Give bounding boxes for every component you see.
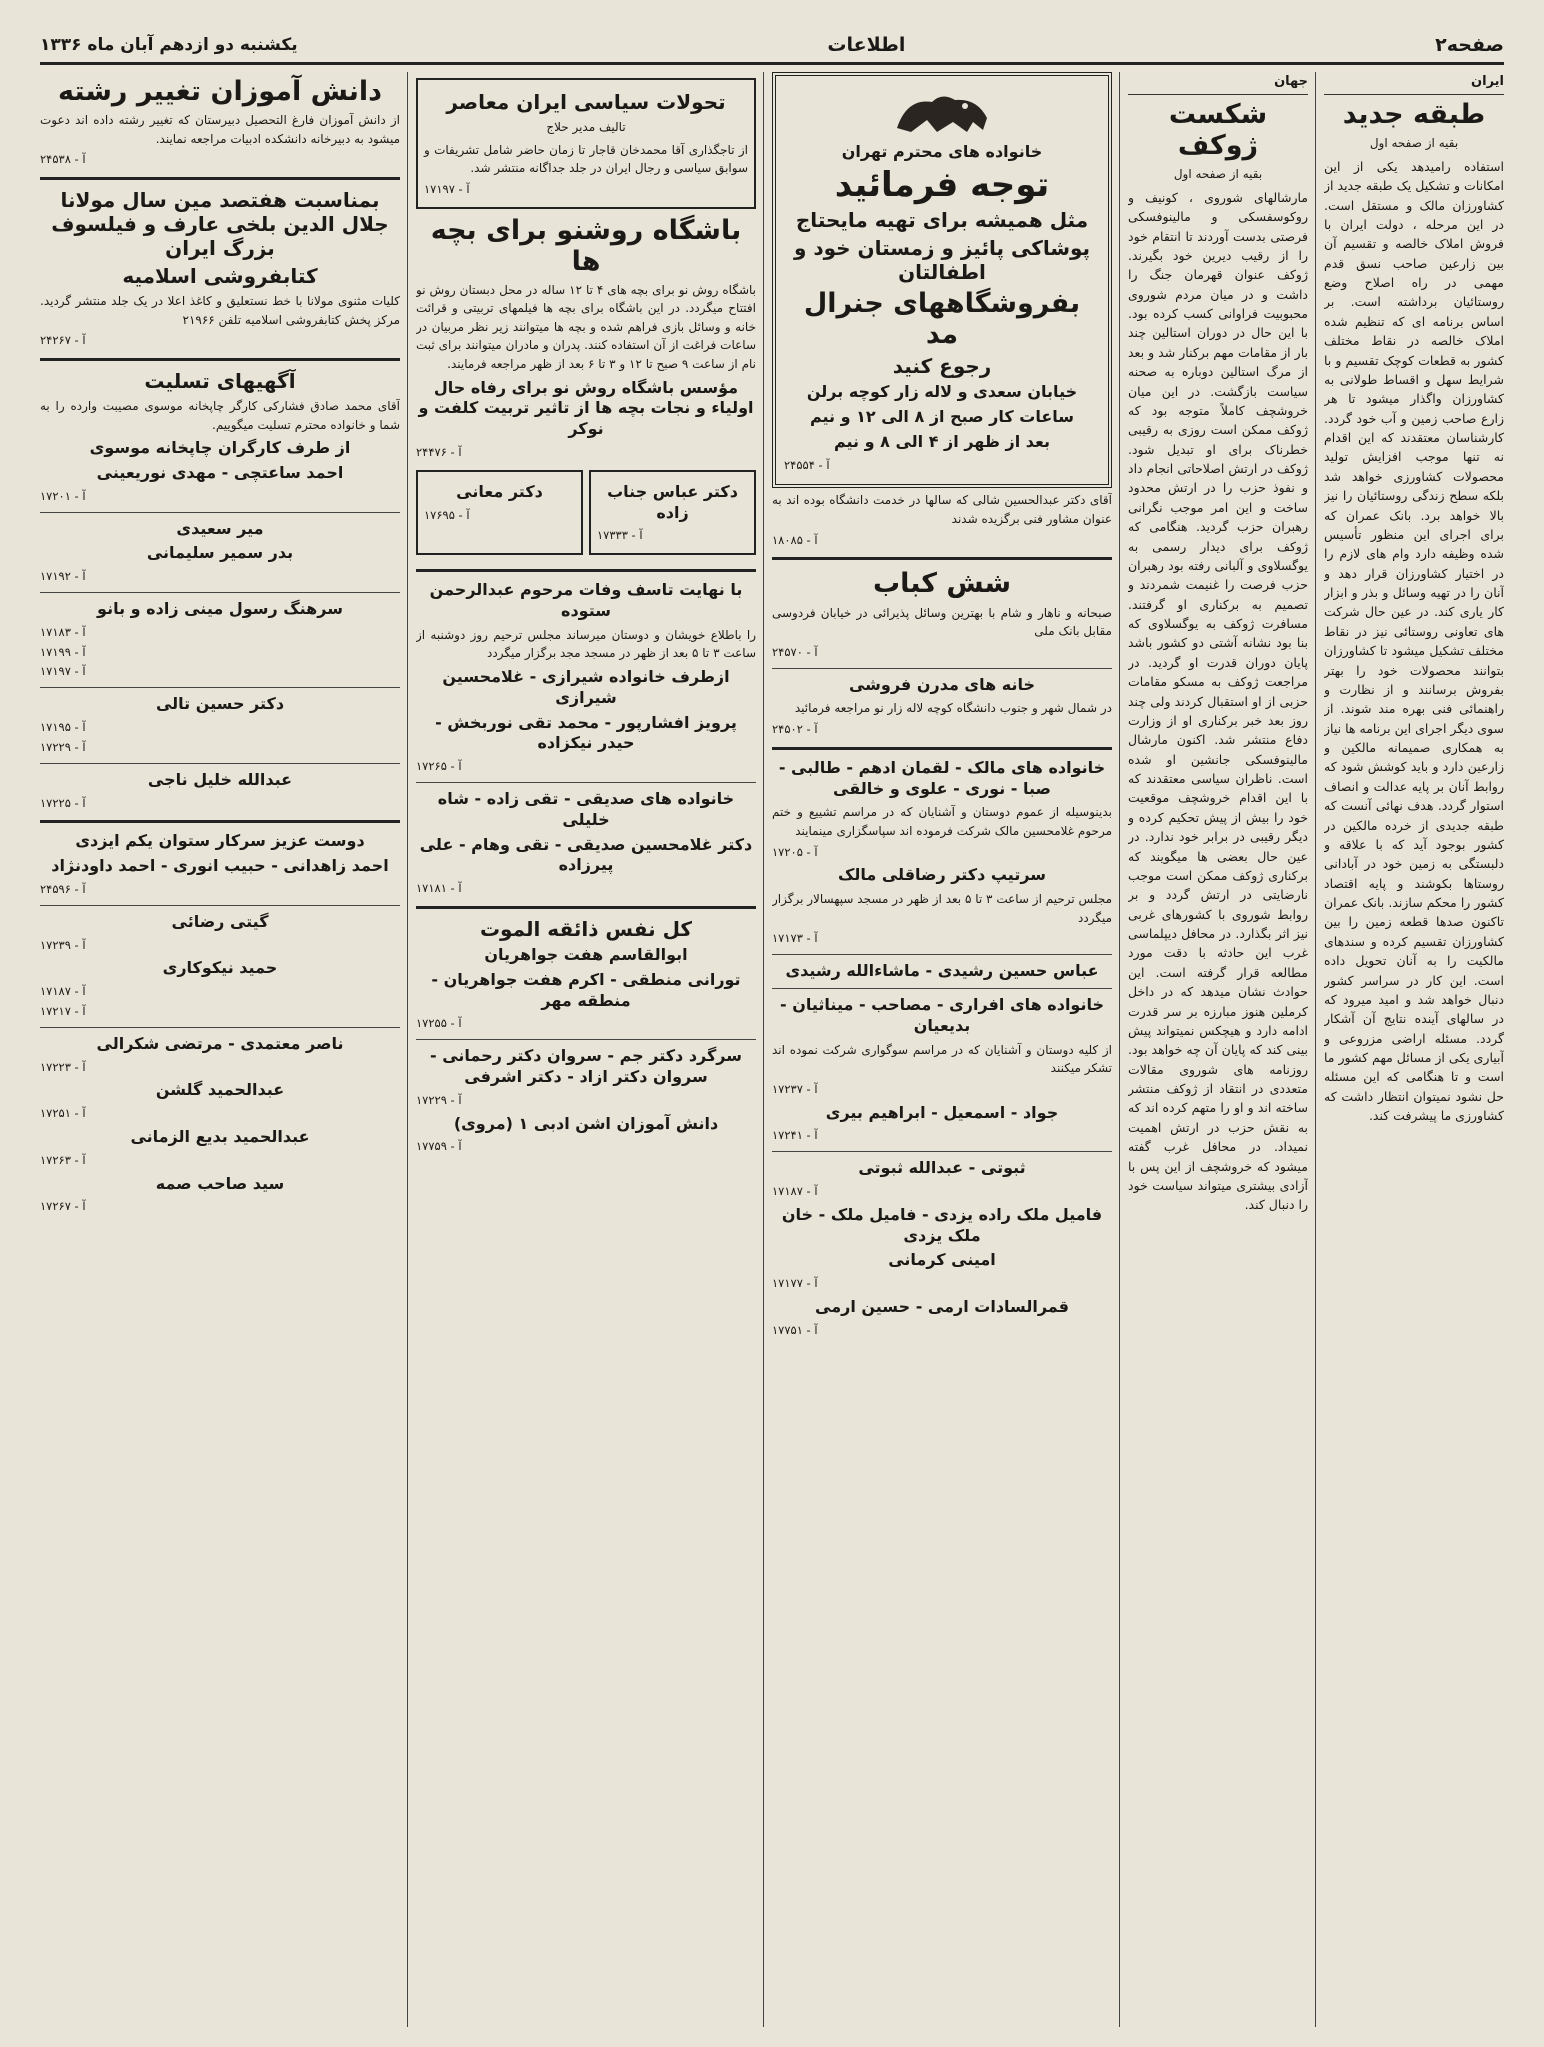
notice-title: خانواده های مالک - لقمان ادهم - طالبی - صبا - نوری - علوی و خالقی	[778, 757, 1106, 798]
divider	[416, 782, 756, 783]
page-number: صفحه۲	[1435, 34, 1504, 56]
issue-date: یکشنبه دو ازدهم آبان ماه ۱۳۳۶	[40, 35, 298, 55]
ad-code: آ - ۱۷۲۵۱	[40, 1106, 86, 1121]
notice-title: فامیل ملک راده یزدی - فامیل ملک - خان ملک یزدی	[781, 1204, 1103, 1245]
ad-code: آ - ۱۷۲۲۹	[416, 1092, 462, 1107]
general-mode-advertisement	[772, 72, 1112, 488]
doctor-ad	[589, 470, 756, 555]
ad-code: آ - ۲۴۵۵۴	[784, 457, 830, 472]
notice-title: سرگرد دکتر جم - سروان دکتر رحمانی - سروان دکتر ازاد - دکتر اشرفی	[430, 1046, 742, 1087]
notice-title: دوست عزیز سرکار ستوان یکم ایزدی	[75, 831, 365, 851]
ad-code: آ - ۱۷۱۹۵	[40, 720, 86, 735]
ad-code: آ - ۲۴۴۷۶	[416, 445, 462, 460]
ad-code: آ - ۱۷۲۲۵	[40, 795, 86, 810]
ad-code: آ - ۱۷۱۹۹	[40, 644, 86, 659]
notice-text: از دانش آموزان فارغ التحصیل دبیرستان که تغییر رشته داده اند دعوت میشود به دبیرخانه دانشکده ادبیات مراجعه نمایند.	[40, 113, 400, 146]
lion-logo-icon	[887, 88, 997, 138]
column-rule	[763, 72, 764, 2027]
notice-text: صبحانه و ناهار و شام با بهترین وسائل پذیرائی در خیابان فردوسی مقابل بانک ملی	[772, 605, 1112, 639]
notice-text: از تاجگذاری آقا محمدخان قاجار تا زمان حاضر شامل تشریفات و سوابق سیاسی و رجال ایران در جلد جداگانه منتشر شد.	[424, 142, 748, 176]
ad-code: آ - ۱۷۳۳۳	[597, 528, 643, 543]
paper-name: اطلاعات	[827, 34, 906, 56]
ad-headline: توجه فرمائید	[834, 164, 1050, 205]
notice-text: از کلیه دوستان و آشنایان که در مراسم سوگواری شرکت نموده اند تشکر میکنند	[772, 1042, 1112, 1076]
notice-title: سرتیپ دکتر رضاقلی مالک	[837, 865, 1047, 885]
ad-code: آ - ۱۷۲۰۱	[40, 488, 86, 503]
notice-text: کلیات مثنوی مولانا با خط نستعلیق و کاغذ اعلا در یک جلد منتشر گردید. مرکز پخش کتابفروشی اسلامیه تلفن ۲۱۹۶۶	[40, 294, 400, 327]
notice-title: دانش آموزان تغییر رشته	[57, 76, 383, 107]
notice-title: احمد ساعتچی - مهدی نوریعینی	[96, 463, 344, 483]
divider	[40, 820, 400, 823]
divider	[416, 569, 756, 572]
notice-text: آقای محمد صادق فشارکی کارگر چاپخانه موسوی مصیبت وارده را به شما و خانواده محترم تسلیت میگوییم.	[40, 399, 400, 432]
column-world	[1128, 72, 1308, 2027]
ad-code: آ - ۱۷۱۸۳	[40, 624, 86, 639]
ad-code: آ - ۱۷۲۶۵	[416, 759, 462, 774]
ad-code: آ - ۱۷۱۹۷	[424, 181, 470, 196]
notice-title: سرهنگ رسول مینی زاده و بانو	[97, 599, 343, 619]
section-heading: آگهیهای تسلیت	[144, 369, 296, 394]
notice-title: حمید نیکوکاری	[162, 958, 278, 978]
notice-title: عبدالحمید بدیع الزمانی	[130, 1126, 310, 1146]
notice-title: کل نفس ذائقه الموت	[479, 917, 693, 942]
divider	[40, 687, 400, 688]
doctor-name: دکتر عباس جناب زاده	[607, 481, 738, 522]
notice-text: باشگاه روش نو برای بچه های ۴ تا ۱۲ ساله در محل دبستان روش نو افتتاح میگردد. در این باشگاه برای بچه ها فیلمهای تربیتی و قرائت خانه و وسائل بازی فراهم شده و بچه ها میتوانند زیر نظر مربیان در ساعات فراغت از آن استفاده کنند. پدران و مادران میتوانند برای ثبت نام از ساعت ۹ صبح تا ۱۲ و ۳ تا ۶ بعد از ظهر مراجعه فرمایند.	[416, 282, 756, 372]
ad-store-name: بفروشگاههای جنرال مد	[803, 288, 1081, 351]
doctor-name: دکتر معانی	[456, 481, 543, 501]
notice-title: کتابفروشی اسلامیه	[122, 264, 318, 289]
notice-title: عبدالحمید گلشن	[155, 1080, 285, 1100]
ad-code: آ - ۱۷۱۹۲	[40, 569, 86, 584]
continued-note: بقیه از صفحه اول	[1173, 167, 1263, 182]
ad-code: آ - ۱۷۱۹۷	[40, 664, 86, 679]
article-body: مارشالهای شوروی ، کونیف و روکوسفسکی و مالینوفسکی فرصتی بدست آوردند تا انتقام خود را از رقیب دیرین خود بگیرند. ژوکف عنوان قهرمان جنگ را داشت و در میان مردم شوروی محبوبیت فراوانی کسب کرده بود. با این حال در دوران استالین چند بار از مقامات مهم برکنار شد و بعد از مرگ استالین دوباره به صحنه سیاست بازگشت. در این میان خروشچف کاملاً متوجه بود که ژوکف ممکن است روزی به رقیبی خطرناک برای او تبدیل شود. ژوکف در ارتش اصلاحاتی انجام داد و نفوذ حزب را در ارتش محدود ساخت و این امر موجب نگرانی رهبران حزب گردید. هنگامی که ژوکف برای دیدار رسمی به یوگسلاوی و آلبانی رفته بود رهبران حزب فرصت را غنیمت شمردند و تصمیم به برکناری او گرفتند. مسافرت ژوکف به یوگسلاوی که بنا بود نشانه آشتی دو کشور باشد پایان دوران قدرت او گردید. در مراجعت ژوکف به مسکو مقامات حزبی از او استقبال کردند ولی چند روز بعد خبر برکناری او از وزارت دفاع منتشر شد. اکنون مارشال مالینوفسکی جانشین او شده است. ناظران سیاسی معتقدند که با این اقدام خروشچف موقعیت خود را بیش از پیش تحکیم کرده و دیگر رقیبی در برابر خود ندارد. در عین حال بعضی ها میگویند که برکناری ژوکف ممکن است موجب نارضایتی در ارتش گردد و بر روابط شوروی با کشورهای غربی نیز اثر بگذارد. در محافل دیپلماسی غرب این حادثه با دقت مورد مطالعه قرار گرفته است. این حوادث نشان میدهد که در داخل کرملین هنوز مبارزه بر سر قدرت ادامه دارد و هیچکس نمیتواند پیش بینی کند که پایان آن چه خواهد بود. روزنامه های شوروی مقالات متعددی در انتقاد از ژوکف منتشر ساخته اند و او را متهم کرده اند که به نقش حزب در ارتش اهمیت نمیداد. در محافل غرب گفته میشود که خروشچف از این پس با آزادی بیشتری میتواند سیاست خود را دنبال کند.	[1128, 189, 1308, 1213]
notice-title: دانش آموزان اشن ادبی ۱ (مروی)	[453, 1113, 719, 1133]
ad-code: آ - ۱۷۷۵۹	[416, 1139, 462, 1154]
ad-code: آ - ۱۷۲۱۷	[40, 1003, 86, 1018]
column-ads-center	[772, 72, 1112, 2027]
divider	[772, 557, 1112, 560]
ad-code: آ - ۲۴۵۷۰	[772, 644, 818, 659]
notice-title: از طرف کارگران چاپخانه موسوی	[89, 438, 351, 458]
column-rule	[1315, 72, 1316, 2027]
divider	[40, 1027, 400, 1028]
ad-code: آ - ۱۷۲۶۷	[40, 1199, 86, 1214]
notice-subtitle: تالیف مدیر حلاج	[546, 120, 626, 134]
notice-title: ثبوتی - عبدالله ثبوتی	[858, 1158, 1026, 1178]
divider	[40, 905, 400, 906]
ad-code: آ - ۱۷۱۸۷	[40, 984, 86, 999]
divider	[416, 1039, 756, 1040]
notice-title: قمرالسادات ارمی - حسین ارمی	[815, 1296, 1069, 1316]
divider	[772, 988, 1112, 989]
ad-code: آ - ۱۸۰۸۵	[772, 532, 818, 547]
notice-title: ابوالقاسم هفت جواهریان	[484, 945, 688, 965]
column-rule	[1119, 72, 1120, 2027]
article-title: شکست ژوکف	[1168, 99, 1268, 162]
notice-title: خانواده های صدیقی - تقی زاده - شاه خلیلی	[437, 789, 735, 829]
ad-line: پوشاکی پائیز و زمستان خود و اطفالتان	[793, 236, 1091, 285]
notice-title: بدر سمیر سلیمانی	[146, 543, 294, 563]
notice-title: عباس حسین رشیدی - ماشاءالله رشیدی	[785, 961, 1099, 981]
notice-title: احمد زاهدانی - حبیب انوری - احمد داودنژاد	[51, 856, 389, 876]
ad-code: آ - ۲۴۵۹۶	[40, 881, 86, 896]
ad-line: خانواده های محترم تهران	[841, 142, 1043, 161]
notice-title: خانه های مدرن فروشی	[848, 674, 1036, 694]
ad-code: آ - ۱۷۲۴۱	[772, 1128, 818, 1143]
article-title: طبقه جدید	[1342, 99, 1486, 131]
divider	[40, 512, 400, 513]
column-notices-left	[416, 72, 756, 2027]
ad-code: آ - ۱۷۲۲۹	[40, 739, 86, 754]
notice-text: مجلس ترحیم از ساعت ۳ تا ۵ بعد از ظهر در مسجد سپهسالار برگزار میگردد	[772, 892, 1112, 925]
notice-title: عبدالله خلیل ناجی	[147, 769, 293, 789]
divider	[40, 592, 400, 593]
ad-code: آ - ۱۷۲۵۵	[416, 1016, 462, 1031]
divider	[772, 954, 1112, 955]
doctor-ads	[416, 464, 756, 561]
notice-title: ناصر معتمدی - مرتضی شکرالی	[96, 1033, 344, 1053]
ad-code: آ - ۱۷۲۰۵	[772, 844, 818, 859]
ad-code: آ - ۱۷۱۸۱	[416, 881, 462, 896]
ad-code: آ - ۲۴۲۶۷	[40, 333, 86, 348]
ad-code: آ - ۲۴۵۰۲	[772, 721, 818, 736]
notice-title: ازطرف خانواده شیرازی - غلامحسین شیرازی	[442, 667, 730, 707]
continued-note: بقیه از صفحه اول	[1369, 136, 1459, 151]
ad-code: آ - ۱۷۲۳۹	[40, 937, 86, 952]
ad-code: آ - ۲۴۵۳۸	[40, 152, 86, 167]
notice-title: باشگاه روشنو برای بچه ها	[430, 214, 742, 277]
notice-title: دکتر حسین تالی	[155, 694, 285, 714]
section-label: ایران	[1324, 72, 1504, 95]
notice-title: امینی کرمانی	[888, 1250, 996, 1270]
ad-code: آ - ۱۷۶۹۵	[424, 507, 470, 522]
notice-text: آقای دکتر عبدالحسین شالی که سالها در خدمت دانشگاه بوده اند به عنوان مشاور فنی برگزیده شدند	[772, 493, 1112, 527]
ad-code: آ - ۱۷۱۷۳	[772, 931, 818, 946]
column-iran	[1324, 72, 1504, 2027]
article-body: استفاده رامیدهد یکی از این امکانات و تشکیل یک طبقه جدید از کشاورزان مالک و مستقل است. در این مرحله ، دولت ایران با فروش املاک خالصه و تقسیم آن بین زارعین صاحب نسق قدم مهمی در راه اصلاح وضع روستائیان برداشته است. بر اساس برنامه ای که تنظیم شده املاک خالصه در نقاط مختلف کشور به قطعات کوچک تقسیم و با شرایط سهل و اقساط طولانی به کشاورزان واگذار میشود تا هر زارع صاحب زمین و آب خود گردد. کارشناسان معتقدند که این اقدام نه تنها موجب افزایش تولید محصولات کشاورزی خواهد شد بلکه سطح زندگی روستائیان را نیز بالا خواهد برد. بانک عمران که برای اجرای این منظور تأسیس شده وظیفه دارد وام های لازم را در اختیار کشاورزان قرار دهد و آنان را در تهیه وسائل و بذر و ابزار کار یاری کند. در عین حال شرکت های تعاونی روستائی نیز در نقاط مختلف تشکیل میشود تا کشاورزان بتوانند محصولات خود را بهتر بفروش برسانند و از نظارت و راهنمائی فنی بهره مند شوند. از سوی دیگر اجرای این برنامه ها نیاز به همکاری صمیمانه مالکین و زارعین دارد و باید کوشش شود که روابط آنان بر پایه عدالت و انصاف استوار گردد. هدف نهائی آنست که طبقه جدیدی از خرده مالکین در کشور بوجود آید که با علاقه و دلبستگی به زمین خود در آبادانی روستاها بکوشند و پایه اقتصاد کشور را محکم سازند. بانک عمران تاکنون صدها قطعه زمین را بین کشاورزان تقسیم کرده و سندهای مالکیت را به آنان تحویل داده است. این کار در سراسر کشور دنبال خواهد شد و امید میرود که در سالهای آینده نتایج آن آشکار گردد. مسئله اراضی مزروعی و آبیاری یکی از مسائل مهم کشور ما است و تا هنگامی که این مسئله حل نشود نمیتوان انتظار داشت که کشاورزی ما پیشرفت کند.	[1324, 158, 1504, 1124]
divider	[40, 763, 400, 764]
ad-line: مثل همیشه برای تهیه مایحتاج	[795, 208, 1089, 233]
notice-title: تورانی منطقی - اکرم هفت جواهریان - منطقه مهر	[431, 969, 741, 1010]
notice-title: خانواده های افراری - مصاحب - میناثیان - بدیعیان	[780, 994, 1104, 1035]
notice-title: شش کباب	[872, 568, 1012, 600]
ad-code: آ - ۱۷۱۷۷	[772, 1276, 818, 1291]
divider	[772, 747, 1112, 750]
notice-title: پرویز افشارپور - محمد تقی نوربخش - حیدر نیکزاده	[435, 712, 737, 753]
ad-hours: ساعات کار صبح از ۸ الی ۱۲ و نیم	[809, 407, 1075, 427]
divider	[40, 177, 400, 180]
masthead	[40, 28, 1504, 65]
notice-title: با نهایت تاسف وفات مرحوم عبدالرحمن ستوده	[429, 580, 743, 621]
notice-title: گیتی رضائی	[171, 911, 269, 931]
ad-hours: بعد از ظهر از ۴ الی ۸ و نیم	[833, 431, 1051, 451]
notice-title: میر سعیدی	[176, 518, 264, 538]
column-rule	[407, 72, 408, 2027]
section-label: جهان	[1128, 72, 1308, 95]
ad-code: آ - ۱۷۱۸۷	[772, 1183, 818, 1198]
notice-text: را باطلاع خویشان و دوستان میرساند مجلس ترحیم روز دوشنبه از ساعت ۳ تا ۵ بعد از ظهر در مسجد مجد برگزار میگردد	[416, 627, 756, 661]
notice-title: دکتر غلامحسین صدیقی - تقی وهام - علی پیرزاده	[419, 834, 753, 875]
divider	[416, 906, 756, 909]
ad-code: آ - ۱۷۲۶۳	[40, 1152, 86, 1167]
notice-title: سید صاحب صمه	[155, 1173, 285, 1193]
ad-code: آ - ۱۷۲۳۷	[772, 1081, 818, 1096]
doctor-ad	[416, 470, 583, 555]
notice-text: بدینوسیله از عموم دوستان و آشنایان که در مراسم تشییع و ختم مرحوم غلامحسین مالک شرکت فرموده اند سپاسگزاری مینمایند	[772, 805, 1112, 838]
notice-title: بمناسبت هفتصد مین سال مولانا جلال الدین بلخی عارف و فیلسوف بزرگ ایران	[51, 188, 389, 261]
notice-text: در شمال شهر و جنوب دانشگاه کوچه لاله زار نو مراجعه فرمائید	[794, 701, 1112, 716]
notice-title: تحولات سیاسی ایران معاصر	[446, 90, 726, 114]
ad-line: رجوع کنید	[892, 354, 992, 379]
column-notices-far-left	[40, 72, 400, 2027]
ad-code: آ - ۱۷۷۵۱	[772, 1322, 818, 1337]
notice-title: مؤسس باشگاه روش نو برای رفاه حال اولیاء و نجات بچه ها از تاثیر تربیت کلفت و نوکر	[418, 377, 754, 439]
ad-address: خیابان سعدی و لاله زار کوچه برلن	[806, 382, 1078, 402]
ad-code: آ - ۱۷۲۲۳	[40, 1059, 86, 1074]
divider	[772, 668, 1112, 669]
book-advertisement	[416, 78, 756, 209]
divider	[772, 1151, 1112, 1152]
divider	[40, 358, 400, 361]
notice-title: جواد - اسمعیل - ابراهیم بیری	[825, 1102, 1059, 1122]
